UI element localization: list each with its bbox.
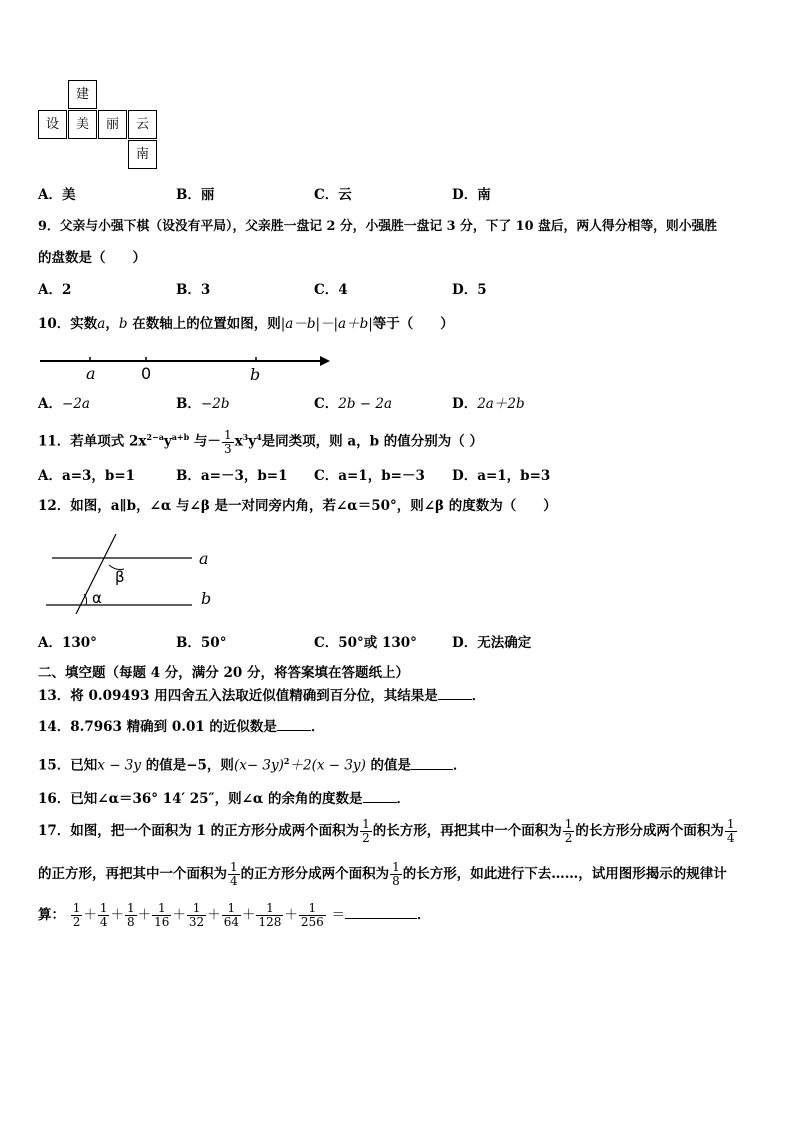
cube-net-figure bbox=[38, 80, 160, 172]
sum-frac-3: $\frac{1}{8}$ bbox=[126, 901, 135, 929]
q12-option-d: D．无法确定 bbox=[452, 635, 532, 651]
q13: 13．将 0.09493 用四舍五入法取近似值精确到百分位，其结果是 ． bbox=[38, 688, 486, 704]
q9-option-a: A．2 bbox=[38, 282, 72, 298]
q17-line3: 算： $\frac{1}{2}$ ＋ $\frac{1}{4}$ ＋ $\frac{1}{8}$ ＋ $\frac{1}{16}$ ＋ $\frac{1}{32}$ ＋ $\frac{1}{64}$ ＋ $\frac{1}{128}$ ＋ $\frac{1}{256}$ ＝ ． bbox=[38, 901, 431, 929]
q15: 15．已知x − 3y 的值是−5，则$(x- 3y)^2+2(x - 3y)$ 的值是 ． bbox=[38, 756, 467, 774]
q12-stem: 12．如图，a∥b，∠α 与∠β 是一对同旁内角，若∠α＝50°，则∠β 的度数为（ ） bbox=[38, 498, 557, 514]
q12-option-c: C．50°或 130° bbox=[314, 635, 417, 651]
label-a: a bbox=[86, 364, 96, 383]
q10-option-b: B．−2b bbox=[176, 396, 230, 412]
q17-frac-3: $\frac{1}{4}$ bbox=[726, 817, 735, 845]
label-zero: 0 bbox=[141, 364, 152, 383]
q14: 14．8.7963 精确到 0.01 的近似数是 ． bbox=[38, 719, 325, 735]
q8-option-d: D．南 bbox=[452, 187, 491, 203]
q9-line2: 的盘数是（ ） bbox=[38, 250, 146, 266]
q17-frac-5: $\frac{1}{8}$ bbox=[392, 860, 400, 888]
label-line-a: a bbox=[199, 549, 209, 568]
section-fill-in-title: 二、填空题（每题 4 分，满分 20 分，将答案填在答题纸上） bbox=[38, 665, 409, 681]
label-b: b bbox=[250, 365, 261, 384]
net-cell-1: 设 bbox=[38, 110, 67, 139]
q17-frac-2: $\frac{1}{2}$ bbox=[564, 817, 573, 845]
net-cell-bottom: 南 bbox=[128, 140, 157, 169]
q11-option-d: D．a=1，b=3 bbox=[452, 468, 551, 484]
q11-option-a: A．a=3，b=1 bbox=[38, 468, 136, 484]
q12-option-a: A．130° bbox=[38, 635, 97, 651]
parallel-lines-figure bbox=[38, 534, 238, 614]
q11-option-b: B．a=－3，b=1 bbox=[176, 468, 288, 484]
arc-alpha bbox=[84, 594, 87, 605]
q17-line2: 的正方形，再把其中一个面积为 $\frac{1}{4}$ 的正方形分成两个面积为 $\frac{1}{8}$ 的长方形，如此进行下去……，试用图形揭示的规律计 bbox=[38, 860, 727, 888]
q16-blank[interactable] bbox=[363, 802, 397, 803]
sum-frac-6: $\frac{1}{64}$ bbox=[223, 901, 239, 929]
q17-blank[interactable] bbox=[345, 918, 417, 919]
q17-frac-1: $\frac{1}{2}$ bbox=[362, 817, 370, 845]
net-cell-3: 丽 bbox=[98, 110, 127, 139]
q10-option-a: A．−2a bbox=[38, 396, 90, 412]
label-alpha: α bbox=[92, 589, 102, 607]
q8-option-a: A．美 bbox=[38, 187, 76, 203]
number-line-figure bbox=[38, 348, 338, 384]
q14-blank[interactable] bbox=[277, 730, 311, 731]
q17-line1: 17．如图，把一个面积为 1 的正方形分成两个面积为 $\frac{1}{2}$ 的长方形，再把其中一个面积为 $\frac{1}{2}$ 的长方形分成两个面积为 $\frac{1}{4}$ bbox=[38, 817, 735, 845]
sum-frac-4: $\frac{1}{16}$ bbox=[154, 901, 170, 929]
q8-option-c: C．云 bbox=[314, 187, 352, 203]
q9-option-b: B．3 bbox=[176, 282, 211, 298]
label-line-b: b bbox=[201, 589, 212, 608]
sum-frac-8: $\frac{1}{256}$ bbox=[300, 901, 324, 929]
q16: 16．已知∠α＝36° 14′ 25″，则∠α 的余角的度数是 ． bbox=[38, 791, 410, 807]
number-line-arrow bbox=[320, 356, 330, 366]
q11-stem: 11．若单项式 $2x^{2-a}y^{a+b}$ 与－ $\frac{1}{3}$ $x^3y^4$是同类项，则 a，b 的值分别为（ ） bbox=[38, 427, 483, 456]
q8-option-b: B．丽 bbox=[176, 187, 215, 203]
q11-fraction: $\frac{1}{3}$ bbox=[223, 427, 232, 456]
net-cell-2: 美 bbox=[68, 110, 97, 139]
sum-frac-5: $\frac{1}{32}$ bbox=[188, 901, 205, 929]
net-cell-4: 云 bbox=[128, 110, 157, 139]
sum-frac-1: $\frac{1}{2}$ bbox=[72, 901, 81, 929]
q10-option-c: C．2b − 2a bbox=[314, 396, 393, 412]
q13-blank[interactable] bbox=[438, 699, 472, 700]
sum-frac-7: $\frac{1}{128}$ bbox=[258, 901, 282, 929]
q9-option-d: D．5 bbox=[452, 282, 487, 298]
q12-option-b: B．50° bbox=[176, 635, 227, 651]
q9-option-c: C．4 bbox=[314, 282, 348, 298]
q15-blank[interactable] bbox=[411, 769, 453, 770]
q11-option-c: C．a=1，b=－3 bbox=[314, 468, 425, 484]
label-beta: β bbox=[115, 568, 125, 586]
q10-option-d: D．2a＋2b bbox=[452, 396, 525, 412]
sum-frac-2: $\frac{1}{4}$ bbox=[99, 901, 108, 929]
q9-line1: 9．父亲与小强下棋（设没有平局），父亲胜一盘记 2 分，小强胜一盘记 3 分，下了 10 盘后，两人得分相等，则小强胜 bbox=[38, 219, 718, 234]
q17-frac-4: $\frac{1}{4}$ bbox=[230, 860, 238, 888]
net-cell-top: 建 bbox=[68, 80, 97, 109]
q10-stem: 10．实数a，b 在数轴上的位置如图，则|a－b|－|a＋b|等于（ ） bbox=[38, 316, 454, 332]
